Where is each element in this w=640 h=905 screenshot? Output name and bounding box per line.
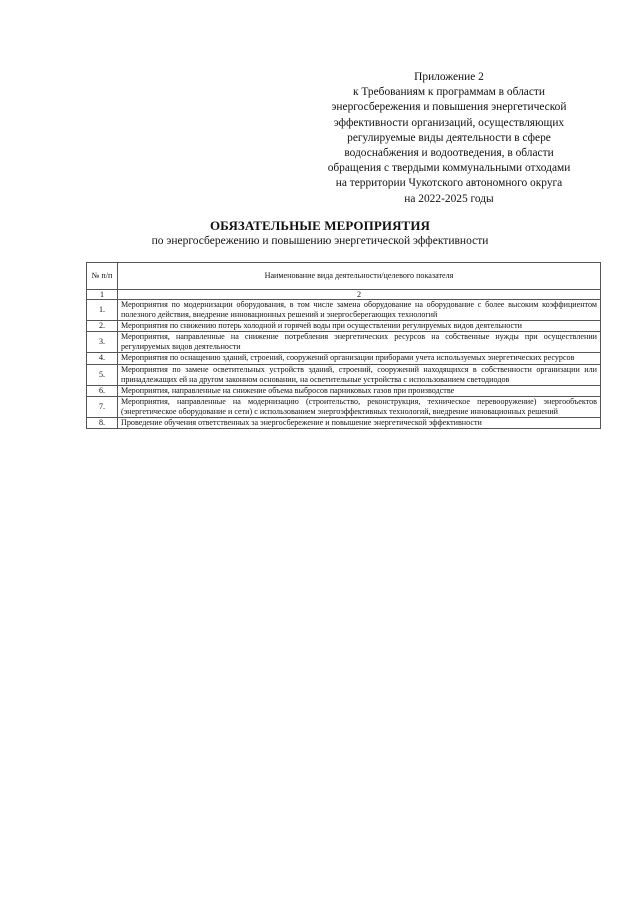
row-text: Мероприятия по замене осветительных устройств зданий, строений, сооружений находящихся в собственности организации или принадлежащих ей на другом законном основании, на осветительные устройства с использованием светодиодов — [118, 364, 601, 385]
appendix-heading — [296, 70, 602, 207]
appendix-line: к Требованиям к программам в области — [353, 86, 545, 99]
table-row — [87, 418, 601, 429]
appendix-line: на территории Чукотского автономного округа — [335, 177, 563, 190]
header-name: Наименование вида деятельности/целевого показателя — [118, 263, 601, 290]
table-header-row — [87, 263, 601, 290]
row-number: 3. — [87, 332, 118, 353]
appendix-line: регулируемые виды деятельности в сфере — [347, 131, 551, 144]
appendix-line: на 2022-2025 годы — [404, 192, 494, 205]
appendix-line: обращения с твердыми коммунальными отходами — [327, 162, 571, 175]
row-text: Мероприятия по оснащению зданий, строений, сооружений организации приборами учета используемых энергетических ресурсов — [118, 353, 601, 364]
appendix-line: эффективности организаций, осуществляющих — [333, 116, 565, 129]
index-cell: 2 — [118, 290, 601, 300]
table-row — [87, 332, 601, 353]
table-index-row — [87, 290, 601, 300]
row-text: Мероприятия, направленные на снижение потребления энергетических ресурсов на собственные нужды при осуществлении регулируемых видов деятельности — [118, 332, 601, 353]
document-subtitle: по энергосбережению и повышению энергетической эффективности — [151, 235, 489, 247]
row-number: 7. — [87, 396, 118, 417]
header-number: № п/п — [87, 263, 118, 290]
row-text: Мероприятия, направленные на снижение объема выбросов парниковых газов при производстве — [118, 385, 601, 396]
appendix-line: энергосбережения и повышения энергетической — [331, 101, 567, 114]
row-number: 4. — [87, 353, 118, 364]
table-row — [87, 396, 601, 417]
measures-table — [86, 262, 601, 429]
table-row — [87, 300, 601, 321]
row-text: Мероприятия, направленные на модернизацию (строительство, реконструкция, техническое перевооружение) энергообъектов (энергетическое оборудование и сети) с использованием энергоэффективных технологий, внедрение инновационных решений — [118, 396, 601, 417]
row-text: Мероприятия по снижению потерь холодной и горячей воды при осуществлении регулируемых видов деятельности — [118, 321, 601, 332]
row-number: 5. — [87, 364, 118, 385]
row-number: 1. — [87, 300, 118, 321]
row-number: 2. — [87, 321, 118, 332]
document-title: ОБЯЗАТЕЛЬНЫЕ МЕРОПРИЯТИЯ — [209, 218, 431, 233]
index-cell: 1 — [87, 290, 118, 300]
row-text: Мероприятия по модернизации оборудования, в том числе замена оборудование на оборудование с более высоким коэффициентом полезного действия, внедрение инновационных решений и энергосберегающих технологий — [118, 300, 601, 321]
table-row — [87, 364, 601, 385]
row-number: 6. — [87, 385, 118, 396]
row-number: 8. — [87, 418, 118, 429]
appendix-line: водоснабжения и водоотведения, в области — [344, 147, 554, 160]
appendix-line: Приложение 2 — [414, 71, 484, 83]
table-row — [87, 321, 601, 332]
table-row — [87, 385, 601, 396]
table-row — [87, 353, 601, 364]
row-text: Проведение обучения ответственных за энергосбережение и повышение энергетической эффективности — [118, 418, 601, 429]
